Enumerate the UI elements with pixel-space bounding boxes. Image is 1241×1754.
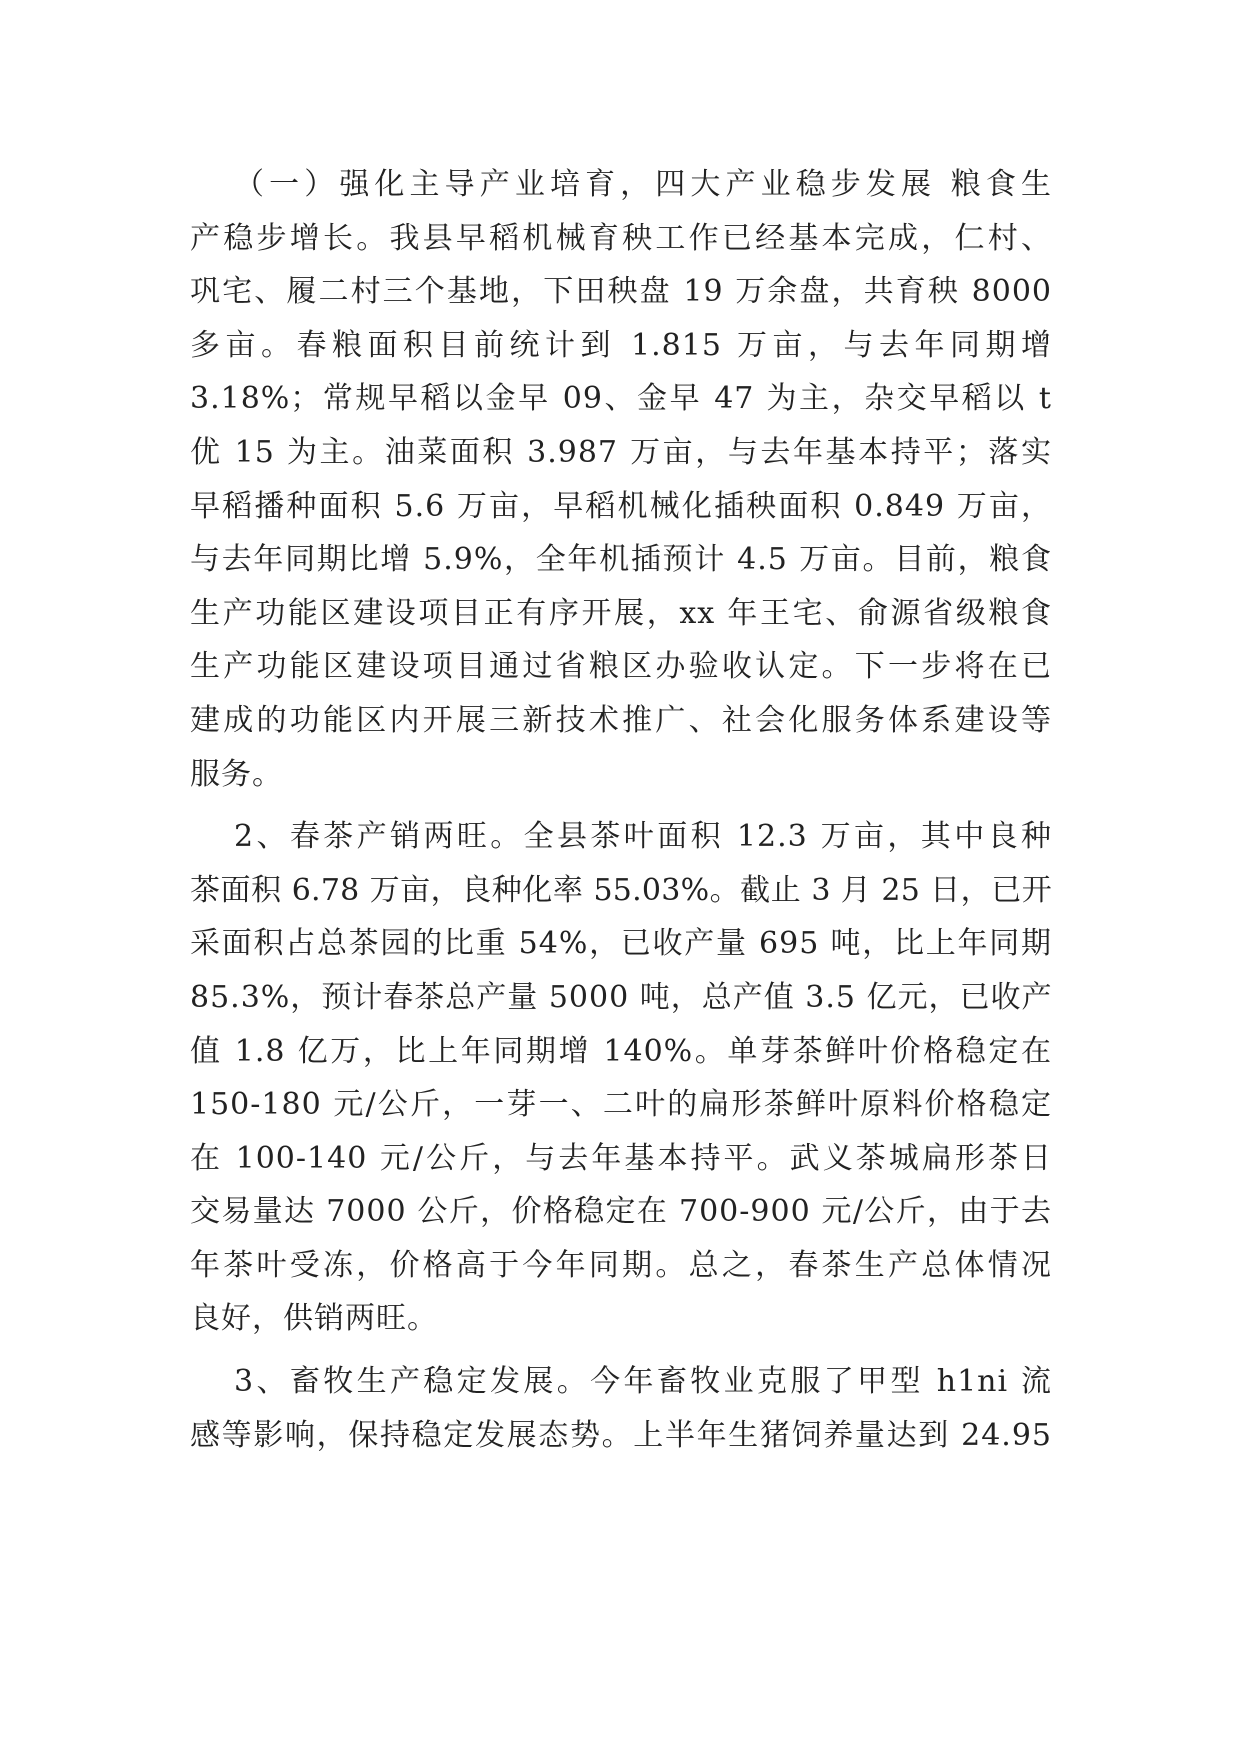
paragraph — [190, 158, 1052, 801]
paragraph-line: 3.18%；常规早稻以金早 09、金早 47 为主，杂交早稻以 t — [190, 381, 1052, 417]
paragraph-line: 产稳步增长。我县早稻机械育秧工作已经基本完成，仁村、 — [190, 220, 1052, 256]
paragraph — [190, 810, 1052, 1346]
paragraph-line: 早稻播种面积 5.6 万亩，早稻机械化插秧面积 0.849 万亩， — [190, 488, 1052, 524]
paragraph-line: 3、畜牧生产稳定发展。今年畜牧业克服了甲型 h1ni 流 — [234, 1364, 1052, 1400]
paragraph-line: 良好，供销两旺。 — [190, 1301, 438, 1337]
paragraph-line: 150-180 元/公斤，一芽一、二叶的扁形茶鲜叶原料价格稳定 — [190, 1087, 1052, 1123]
paragraph-line: 2、春茶产销两旺。全县茶叶面积 12.3 万亩，其中良种 — [234, 819, 1052, 855]
paragraph-line: 在 100-140 元/公斤，与去年基本持平。武义茶城扁形茶日 — [190, 1140, 1052, 1176]
paragraph-line: 采面积占总茶园的比重 54%，已收产量 695 吨，比上年同期 — [190, 926, 1052, 962]
paragraph-line: 多亩。春粮面积目前统计到 1.815 万亩，与去年同期增 — [190, 327, 1052, 363]
paragraph-spacer — [190, 801, 1052, 810]
document-body — [190, 158, 1052, 1462]
paragraph-line: 生产功能区建设项目正有序开展，xx 年王宅、俞源省级粮食 — [190, 595, 1052, 631]
paragraph-line: 与去年同期比增 5.9%，全年机插预计 4.5 万亩。目前，粮食 — [190, 542, 1052, 578]
paragraph — [190, 1355, 1052, 1462]
paragraph-line: 85.3%，预计春茶总产量 5000 吨，总产值 3.5 亿元，已收产 — [190, 979, 1053, 1015]
paragraph-line: 值 1.8 亿万，比上年同期增 140%。单芽茶鲜叶价格稳定在 — [190, 1033, 1052, 1069]
paragraph-spacer — [190, 1346, 1052, 1355]
paragraph-line: 感等影响，保持稳定发展态势。上半年生猪饲养量达到 24.95 — [190, 1417, 1052, 1453]
paragraph-line: 茶面积 6.78 万亩，良种化率 55.03%。截止 3 月 25 日，已开 — [190, 872, 1052, 908]
paragraph-line: 年茶叶受冻，价格高于今年同期。总之，春茶生产总体情况 — [190, 1247, 1052, 1283]
paragraph-line: 生产功能区建设项目通过省粮区办验收认定。下一步将在已 — [190, 649, 1052, 685]
paragraph-line: 优 15 为主。油菜面积 3.987 万亩，与去年基本持平；落实 — [190, 434, 1052, 470]
paragraph-line: （一）强化主导产业培育，四大产业稳步发展 粮食生 — [234, 167, 1052, 202]
paragraph-line: 巩宅、履二村三个基地，下田秧盘 19 万余盘，共育秧 8000 — [190, 274, 1052, 310]
paragraph-line: 服务。 — [190, 756, 283, 792]
paragraph-line: 建成的功能区内开展三新技术推广、社会化服务体系建设等 — [190, 702, 1052, 738]
paragraph-line: 交易量达 7000 公斤，价格稳定在 700-900 元/公斤，由于去 — [190, 1194, 1052, 1230]
